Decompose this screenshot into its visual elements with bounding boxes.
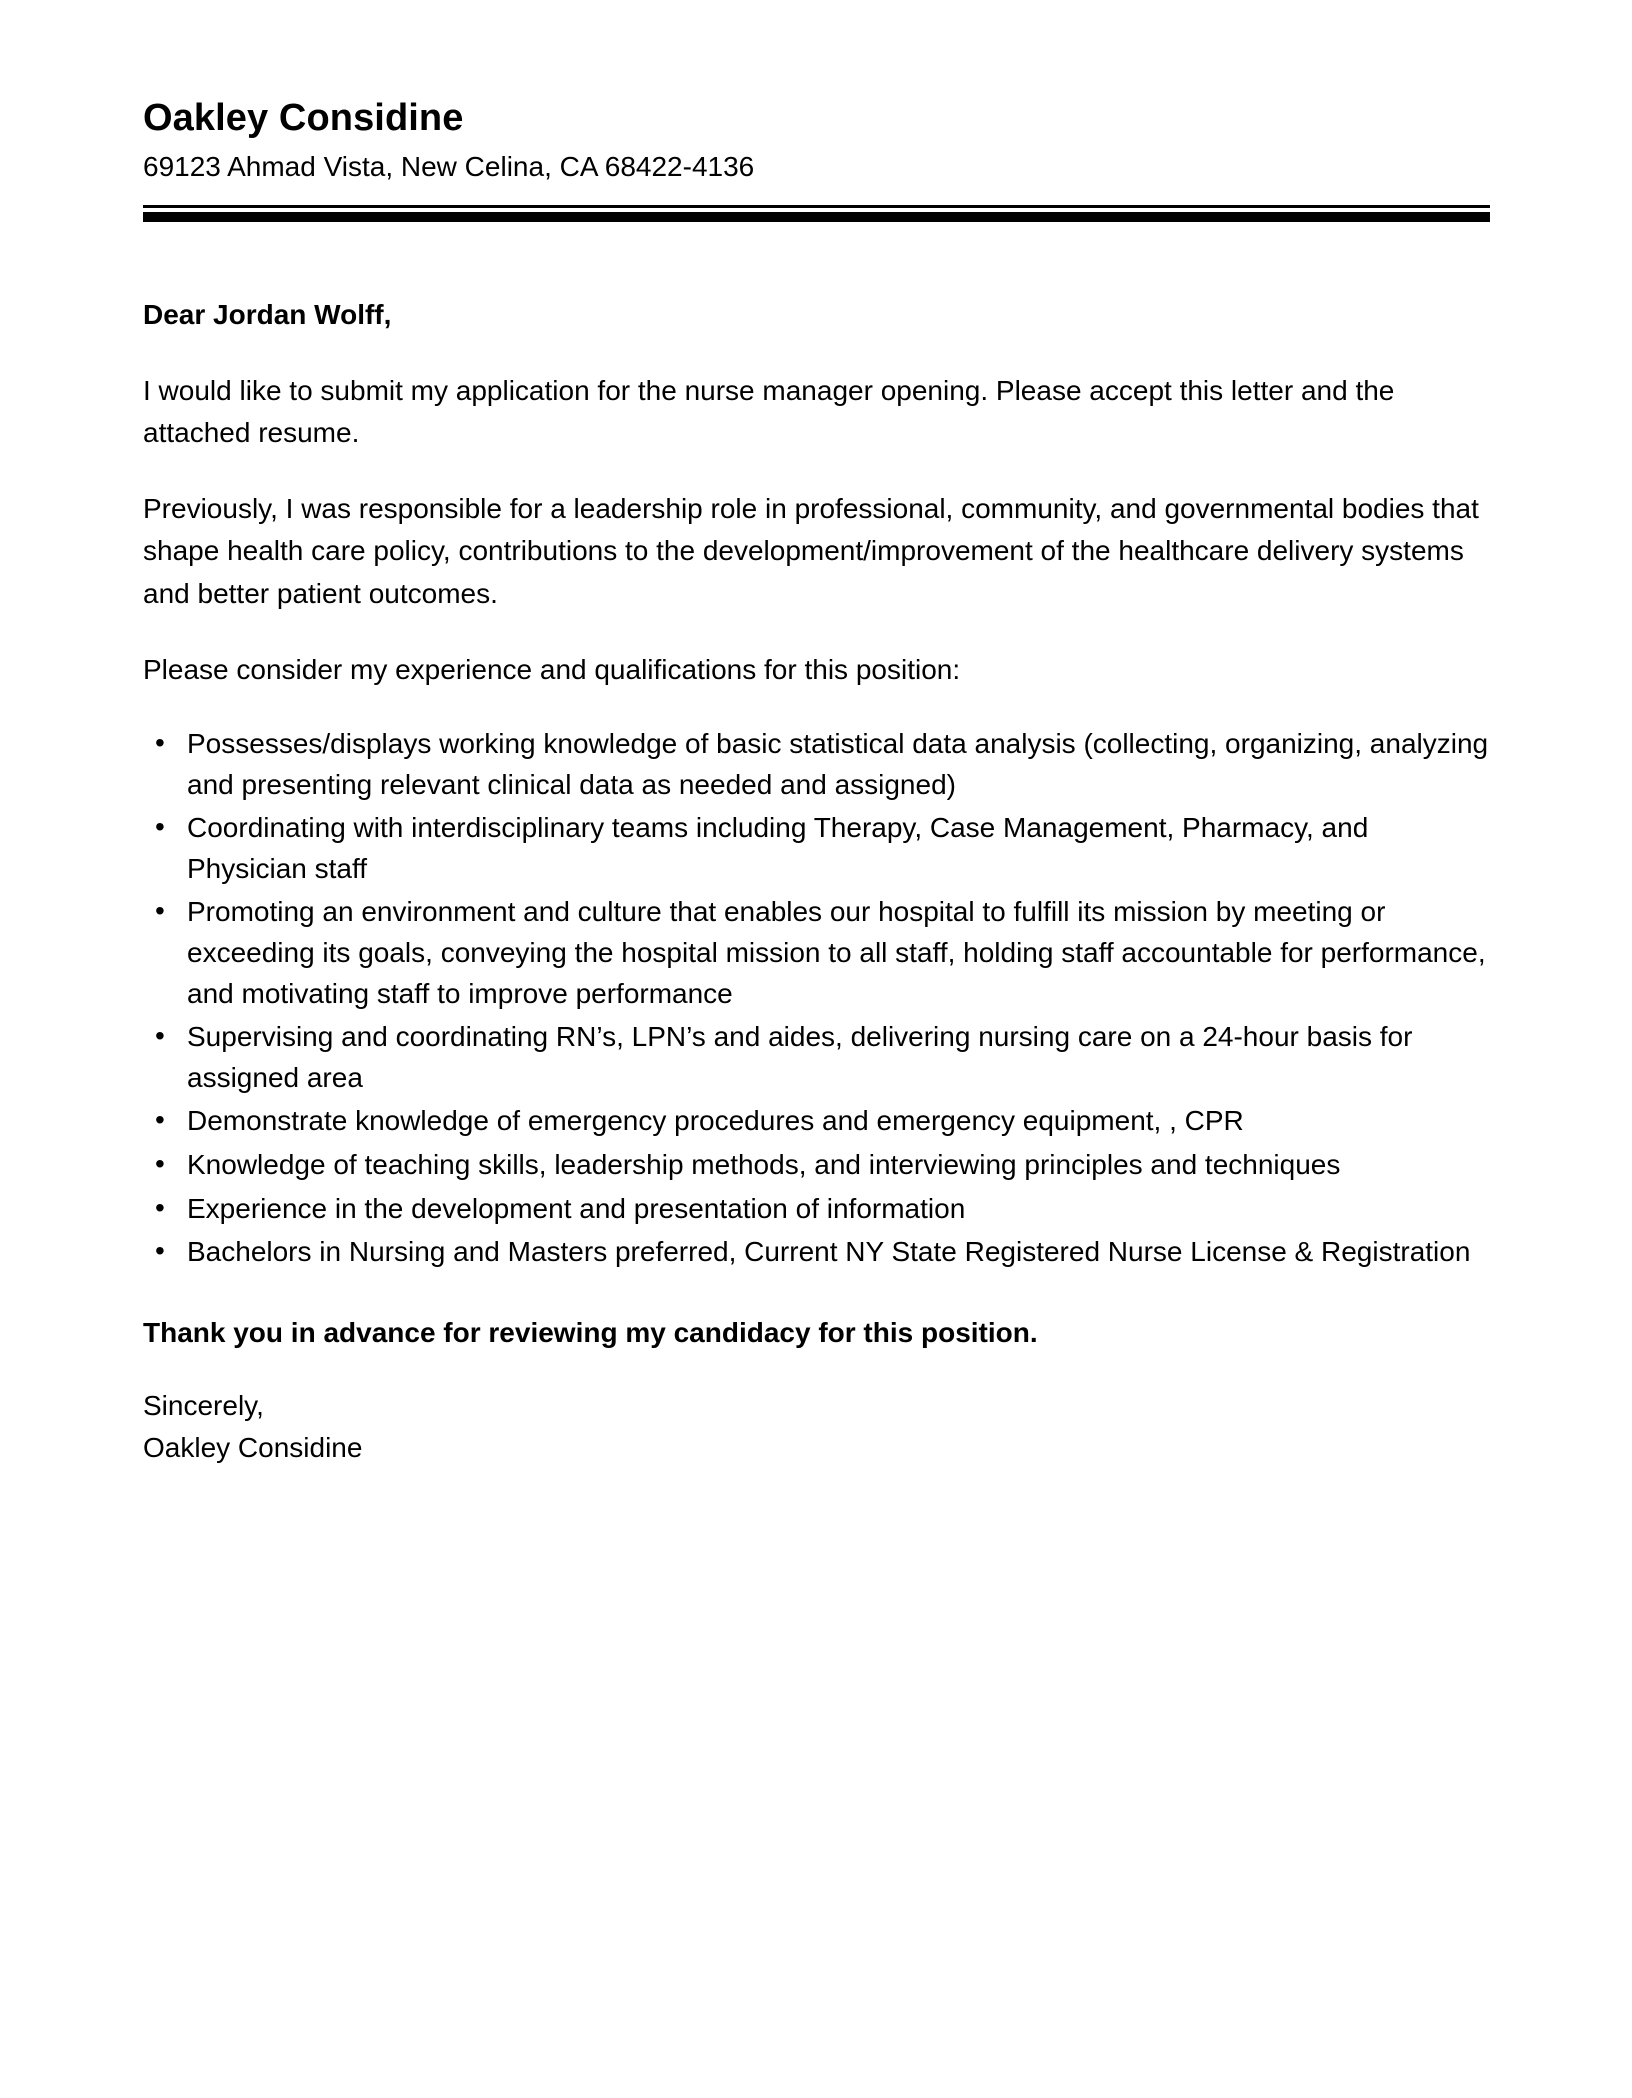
intro-paragraph: I would like to submit my application for the nurse manager opening. Please accept this letter and the attached resume. xyxy=(143,374,1395,449)
letterhead xyxy=(143,96,1490,183)
signoff-block xyxy=(143,1385,1490,1468)
experience-paragraph: Previously, I was responsible for a leadership role in professional, community, and governmental bodies that shape health care policy, contributions to the development/improvement of the healthcare delivery systems and better patient outcomes. xyxy=(143,492,1479,609)
list-item: • Supervising and coordinating RN’s, LPN’s and aides, delivering nursing care on a 24-hour basis for assigned area xyxy=(143,1017,1490,1098)
header-divider xyxy=(143,205,1490,222)
letter-sheet xyxy=(143,96,1490,1468)
list-item: • Coordinating with interdisciplinary teams including Therapy, Case Management, Pharmacy, and Physician staff xyxy=(143,808,1490,889)
list-item: • Knowledge of teaching skills, leadership methods, and interviewing principles and techniques xyxy=(143,1145,1490,1186)
list-item: • Experience in the development and presentation of information xyxy=(143,1189,1490,1230)
closing-statement: Thank you in advance for reviewing my candidacy for this position. xyxy=(143,1316,1038,1348)
letter-body xyxy=(143,297,1490,1468)
divider-thick-line xyxy=(143,212,1490,222)
qualifications-lead-in: Please consider my experience and qualifications for this position: xyxy=(143,653,961,685)
candidate-name: Oakley Considine xyxy=(143,97,464,139)
signoff-closing: Sincerely, xyxy=(143,1390,264,1422)
list-item: • Possesses/displays working knowledge of basic statistical data analysis (collecting, organizing, analyzing and presenting relevant clinical data as needed and assigned) xyxy=(143,724,1490,805)
qualifications-list xyxy=(143,724,1490,1273)
salutation: Dear Jordan Wolff, xyxy=(143,299,392,331)
candidate-address: 69123 Ahmad Vista, New Celina, CA 68422-4136 xyxy=(143,150,755,182)
list-item: • Bachelors in Nursing and Masters preferred, Current NY State Registered Nurse License & Registration xyxy=(143,1232,1490,1273)
signoff-name: Oakley Considine xyxy=(143,1431,363,1463)
list-item: • Promoting an environment and culture that enables our hospital to fulfill its mission by meeting or exceeding its goals, conveying the hospital mission to all staff, holding staff accountable for performance, and motivating staff to improve performance xyxy=(143,892,1490,1014)
list-item: • Demonstrate knowledge of emergency procedures and emergency equipment, , CPR xyxy=(143,1101,1490,1142)
